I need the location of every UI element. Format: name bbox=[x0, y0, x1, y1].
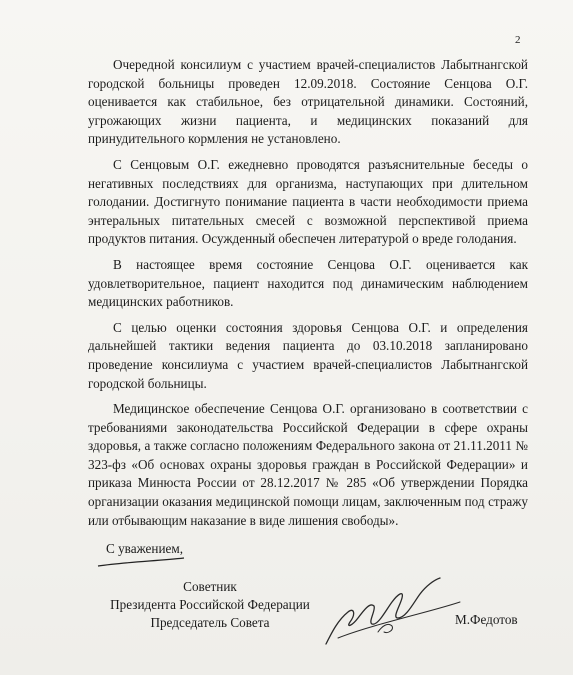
signatory-office: Президента Российской Федерации bbox=[110, 597, 310, 612]
paragraph-planned-consilium: С целью оценки состояния здоровья Сенцова О.Г. и определения дальнейшей тактики ведения пациента до 03.10.2018 запланировано проведение консилиума с участием врачей-специалистов Лабытнангской городской больницы. bbox=[88, 319, 528, 391]
paragraph-medical-provision: Медицинское обеспечение Сенцова О.Г. организовано в соответствии с требованиями законодательства Российской Федерации в сфере охраны здоровья, а также согласно положениям Федерального закона от 21.11.2011 № 323-фз «Об основах охраны здоровья граждан в Российской Федерации» и приказа Минюста России от 28.12.2017 № 285 «Об утверждении Порядка организации оказания медицинской помощи лицам, заключенным под стражу или отбывающим наказание в виде лишения свободы». bbox=[88, 401, 528, 528]
signatory-council-role: Председатель Совета bbox=[150, 615, 270, 630]
signatory-position: Советник bbox=[183, 579, 237, 594]
signer-name: М.Федотов bbox=[455, 612, 518, 627]
closing-underline-stroke bbox=[96, 556, 186, 570]
paragraph-consilium: Очередной консилиум с участием врачей-специалистов Лабытнангской городской больницы проведен 12.09.2018. Состояние Сенцова О.Г. оценивается как стабильное, без отрицательной динамики. Состояний, угрожающих жизни пациента, и медицинских показаний для принудительного кормления не установлено. bbox=[88, 57, 528, 147]
paragraph-current-state: В настоящее время состояние Сенцова О.Г. оценивается как удовлетворительное, пациент находится под динамическим наблюдением медицинских работников. bbox=[88, 256, 528, 310]
page-number: 2 bbox=[515, 34, 521, 46]
signatory-title-block bbox=[60, 578, 360, 632]
letter-body bbox=[88, 56, 528, 537]
handwritten-signature bbox=[318, 572, 468, 652]
paragraph-conversations: С Сенцовым О.Г. ежедневно проводятся разъяснительные беседы о негативных последствиях для организма, наступающих при длительном голодании. Достигнуто понимание пациента в части необходимости приема энтеральных питательных смесей с возможной перспективой приема продуктов питания. Осужденный обеспечен литературой о вреде голодания. bbox=[88, 156, 528, 247]
closing-salutation: С уважением, bbox=[106, 541, 183, 556]
